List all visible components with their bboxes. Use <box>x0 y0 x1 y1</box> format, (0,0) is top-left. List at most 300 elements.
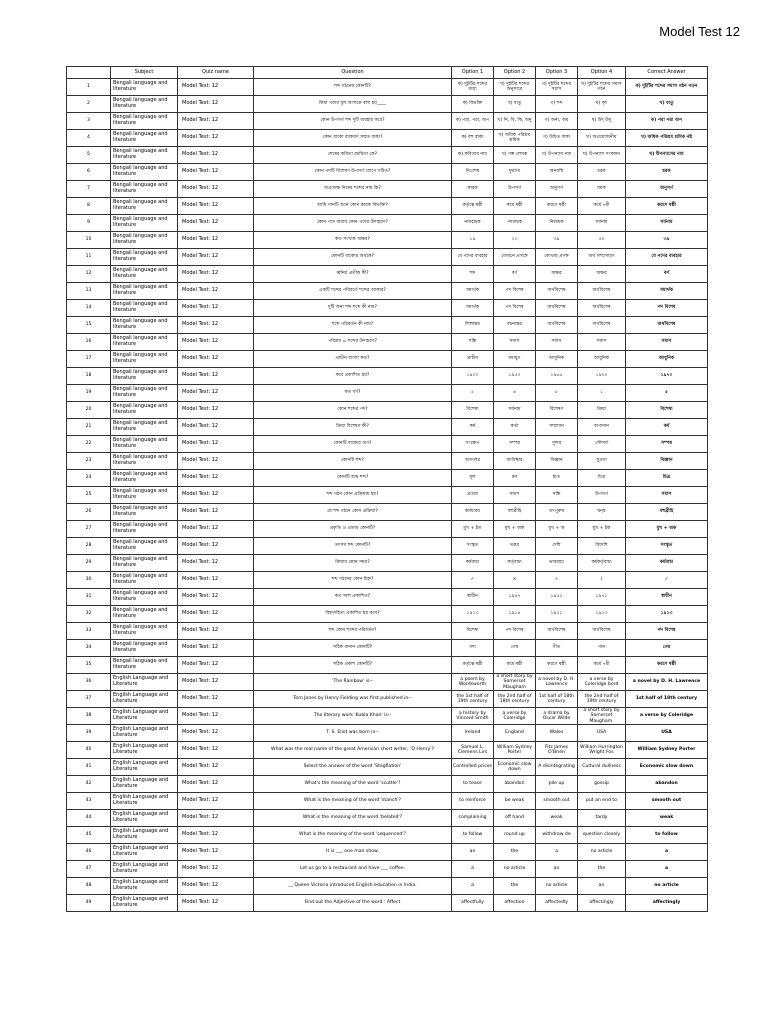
answer-cell: সর্বনাম <box>626 215 708 232</box>
subject-cell: Bengali language and literature <box>111 419 178 436</box>
option4-cell: question closely <box>578 827 626 844</box>
option4-cell: অর্থবিশেষ <box>578 283 626 300</box>
question-cell: What's the meaning of the word 'scuttle'? <box>254 776 452 793</box>
option1-cell: to reinforce <box>452 793 494 810</box>
question-cell: যে শব্দ গঠনে কোন প্রক্রিয়া? <box>254 504 452 521</box>
option1-cell: কারক <box>452 181 494 198</box>
option1-cell: to follow <box>452 827 494 844</box>
quiz-name-cell: Model Test: 12 <box>178 232 254 249</box>
option3-cell: A disintegrating <box>536 759 578 776</box>
answer-cell: সমার্থক <box>626 283 708 300</box>
answer-cell: ✓ <box>626 572 708 589</box>
option2-cell: × <box>494 572 536 589</box>
question-cell: শব্দ কোন শব্দের পরিবর্তন? <box>254 623 452 640</box>
option2-cell: সম্পন্ন <box>494 436 536 453</box>
question-cell: T. S. Eliot was born in-- <box>254 725 452 742</box>
option4-cell: সর্বনাম <box>578 215 626 232</box>
answer-cell: মুখ + অক <box>626 521 708 538</box>
quiz-name-cell: Model Test: 12 <box>178 164 254 181</box>
option2-cell: ৬ <box>494 385 536 402</box>
option2-cell: be weak <box>494 793 536 810</box>
question-cell: What is the meaning of the word 'stanch'? <box>254 793 452 810</box>
quiz-name-cell: Model Test: 12 <box>178 470 254 487</box>
row-number: 12 <box>67 266 111 283</box>
question-cell: What is the meaning of the word 'belated'? <box>254 810 452 827</box>
quiz-name-cell: Model Test: 12 <box>178 419 254 436</box>
table-row <box>67 402 708 419</box>
option1-cell: মুখ + ইত <box>452 521 494 538</box>
table-row <box>67 130 708 147</box>
quiz-name-cell: Model Test: 12 <box>178 300 254 317</box>
quiz-name-cell: Model Test: 12 <box>178 436 254 453</box>
option1-cell: প্রত্যয় <box>452 487 494 504</box>
row-number: 27 <box>67 521 111 538</box>
option1-cell: ক) বহু বাক্য <box>452 130 494 147</box>
row-number: 4 <box>67 130 111 147</box>
subject-cell: Bengali language and literature <box>111 198 178 215</box>
question-cell: দুটি অন্য শব্দ শব্দে কী নাম? <box>254 300 452 317</box>
option1-cell: ক) দুইটির শব্দের মধ্যে <box>452 79 494 96</box>
option4-cell: the <box>578 861 626 878</box>
option4-cell: affectingly <box>578 895 626 912</box>
table-row <box>67 113 708 130</box>
quiz-name-cell: Model Test: 12 <box>178 827 254 844</box>
row-number: 31 <box>67 589 111 606</box>
quiz-name-cell: Model Test: 12 <box>178 249 254 266</box>
subject-cell: Bengali language and literature <box>111 504 178 521</box>
quiz-name-cell: Model Test: 12 <box>178 130 254 147</box>
quiz-name-cell: Model Test: 12 <box>178 283 254 300</box>
subject-cell: English Language and Literature <box>111 827 178 844</box>
option2-cell: খ) ধাতু <box>494 96 536 113</box>
subject-cell: Bengali language and literature <box>111 317 178 334</box>
quiz-name-cell: Model Test: 12 <box>178 776 254 793</box>
quiz-name-cell: Model Test: 12 <box>178 96 254 113</box>
option4-cell: ঘ) উদ্ উদু <box>578 113 626 130</box>
row-number: 11 <box>67 249 111 266</box>
option3-cell: গ) শব্দ <box>536 96 578 113</box>
option3-cell: অনুসর্গ <box>536 181 578 198</box>
page-title: Model Test 12 <box>659 24 740 39</box>
row-number: 23 <box>67 453 111 470</box>
option4-cell: tardy <box>578 810 626 827</box>
quiz-name-cell: Model Test: 12 <box>178 759 254 776</box>
option3-cell: গ) উপন্যাস নাম <box>536 147 578 164</box>
question-cell: একটি শব্দের পরিবর্তে শব্দের আকার? <box>254 283 452 300</box>
answer-cell: সমাস <box>626 334 708 351</box>
option4-cell: no article <box>578 844 626 861</box>
row-number: 33 <box>67 623 111 640</box>
question-table <box>66 66 708 912</box>
option3-cell: ১৯৬৫ <box>536 368 578 385</box>
option1-cell: নামবাচক <box>452 215 494 232</box>
question-cell: প্রাচীন বাংলা কত? <box>254 351 452 368</box>
option4-cell: যমক <box>578 181 626 198</box>
option1-cell: ক) বিভক্তি <box>452 96 494 113</box>
option1-cell: ৫ <box>452 385 494 402</box>
subject-cell: Bengali language and literature <box>111 453 178 470</box>
option3-cell: ৩৯ <box>536 232 578 249</box>
question-cell: অপ্রত্যক্ষ নিষেধ শব্দের নাম কি? <box>254 181 452 198</box>
table-row <box>67 725 708 742</box>
option1-cell: যে পদের ব্যবহার <box>452 249 494 266</box>
table-row <box>67 249 708 266</box>
quiz-name-cell: Model Test: 12 <box>178 453 254 470</box>
option2-cell: কর্মে ষষ্ঠী <box>494 198 536 215</box>
row-number: 22 <box>67 436 111 453</box>
table-row <box>67 776 708 793</box>
row-number: 44 <box>67 810 111 827</box>
subject-cell: English Language and Literature <box>111 810 178 827</box>
option1-cell: ✓ <box>452 572 494 589</box>
table-row <box>67 844 708 861</box>
answer-cell: a <box>626 861 708 878</box>
option4-cell: ঘ) উপন্যাস সংকলন <box>578 147 626 164</box>
option3-cell: সম্প্রদান <box>536 419 578 436</box>
question-cell: শব্দে পরিবর্তন কী নাম? <box>254 317 452 334</box>
row-number: 3 <box>67 113 111 130</box>
option1-cell: স্বাধীন <box>452 589 494 606</box>
option1-cell: মূল <box>452 470 494 487</box>
option3-cell: অর্থবিশেষ <box>536 283 578 300</box>
option4-cell: কর্মে ৭মী <box>578 198 626 215</box>
question-cell: It is ___ one man show. <box>254 844 452 861</box>
row-number: 46 <box>67 844 111 861</box>
table-row <box>67 589 708 606</box>
option1-cell: Ireland <box>452 725 494 742</box>
option2-cell: England <box>494 725 536 742</box>
answer-cell: বর্ণ <box>626 266 708 283</box>
quiz-name-cell: Model Test: 12 <box>178 895 254 912</box>
row-number: 42 <box>67 776 111 793</box>
option2-cell: কর্তা <box>494 419 536 436</box>
option3-cell: Fitz James O'Brien <box>536 742 578 759</box>
header-cell-quiz: Quiz name <box>178 67 254 79</box>
option1-cell: কর্মবাচ্য <box>452 555 494 572</box>
option2-cell: দুর্ভাগ্য <box>494 164 536 181</box>
answer-cell: weak <box>626 810 708 827</box>
option2-cell: তদ্ভব <box>494 538 536 555</box>
answer-cell: চিত্র <box>626 470 708 487</box>
option3-cell: অক্ষর <box>536 266 578 283</box>
quiz-name-cell: Model Test: 12 <box>178 861 254 878</box>
table-row <box>67 334 708 351</box>
question-cell: কত সাল প্রকাশিত? <box>254 589 452 606</box>
table-row <box>67 470 708 487</box>
option1-cell: Controlled prices <box>452 759 494 776</box>
answer-cell: বিশেষ্য <box>626 402 708 419</box>
row-number: 37 <box>67 691 111 708</box>
option4-cell: / <box>578 572 626 589</box>
subject-cell: English Language and Literature <box>111 674 178 691</box>
option1-cell: সমার্থক <box>452 300 494 317</box>
option4-cell: আধুনিক <box>578 351 626 368</box>
subject-cell: Bengali language and literature <box>111 334 178 351</box>
question-cell: শব্দ গঠনের কোন চিহ্ন? <box>254 572 452 589</box>
option3-cell: সুন্দর <box>536 436 578 453</box>
quiz-name-cell: Model Test: 12 <box>178 368 254 385</box>
option3-cell: ১৯৫২ <box>536 589 578 606</box>
table-row <box>67 810 708 827</box>
option2-cell: affection <box>494 895 536 912</box>
option3-cell: বিশেষণ <box>536 402 578 419</box>
subject-cell: Bengali language and literature <box>111 266 178 283</box>
subject-cell: Bengali language and literature <box>111 589 178 606</box>
subject-cell: Bengali language and literature <box>111 351 178 368</box>
subject-cell: Bengali language and literature <box>111 436 178 453</box>
answer-cell: ১৯৭০ <box>626 368 708 385</box>
option2-cell: মধ্যযুগ <box>494 351 536 368</box>
option4-cell: an <box>578 878 626 895</box>
option1-cell: কর্তৃত্বে ষষ্ঠী <box>452 657 494 674</box>
option3-cell: করণে ষষ্ঠী <box>536 198 578 215</box>
option3-cell: smooth out <box>536 793 578 810</box>
question-cell: Find out the Adjective of the word : Affect <box>254 895 452 912</box>
option4-cell: কর্মে ৭মী <box>578 657 626 674</box>
subject-cell: Bengali language and literature <box>111 283 178 300</box>
option4-cell: মুখ + ইক <box>578 521 626 538</box>
option1-cell: a <box>452 878 494 895</box>
question-cell: The literary work 'Kubla Khan' is-- <box>254 708 452 725</box>
quiz-name-cell: Model Test: 12 <box>178 317 254 334</box>
question-cell: What was the real name of the great American short writer, 'O Henry'? <box>254 742 452 759</box>
quiz-name-cell: Model Test: 12 <box>178 521 254 538</box>
question-cell: Select the answer of the word 'Stagflation' <box>254 759 452 776</box>
subject-cell: Bengali language and literature <box>111 555 178 572</box>
subject-cell: Bengali language and literature <box>111 640 178 657</box>
option4-cell: ৫০ <box>578 232 626 249</box>
option2-cell: ২১ <box>494 232 536 249</box>
subject-cell: English Language and Literature <box>111 691 178 708</box>
answer-cell: ৩৯ <box>626 232 708 249</box>
answer-cell: স্বাধীন <box>626 589 708 606</box>
subject-cell: Bengali language and literature <box>111 249 178 266</box>
header-cell-subject: Subject <box>111 67 178 79</box>
option1-cell: অসংলগ্ন <box>452 453 494 470</box>
option2-cell: সর্বনাম <box>494 402 536 419</box>
option3-cell: বিজ্ঞান <box>536 453 578 470</box>
option1-cell: to tease <box>452 776 494 793</box>
option1-cell: বিশেষ্য <box>452 402 494 419</box>
option4-cell: অর্থবিশেষ <box>578 300 626 317</box>
option3-cell: করণে ষষ্ঠী <box>536 657 578 674</box>
option4-cell: সমাস <box>578 334 626 351</box>
subject-cell: English Language and Literature <box>111 759 178 776</box>
option4-cell: অপাদান <box>578 419 626 436</box>
option4-cell: ১৯৭০ <box>578 368 626 385</box>
question-cell: শেষের কবিতা রচয়িতা কে? <box>254 147 452 164</box>
option2-cell: মুখ + অক <box>494 521 536 538</box>
row-number: 45 <box>67 827 111 844</box>
question-cell: কোন পদটি বিশেষণ উপসর্গ যোগে গঠিত? <box>254 164 452 181</box>
option4-cell: ঘ) দুইটির শব্দের সমাস গঠন <box>578 79 626 96</box>
table-row <box>67 436 708 453</box>
option2-cell: খ) দুইটির শব্দের অনুসারে <box>494 79 536 96</box>
table-row <box>67 368 708 385</box>
question-cell: সঠিক প্রকাশ কোনটি? <box>254 657 452 674</box>
table-row <box>67 708 708 725</box>
subject-cell: Bengali language and literature <box>111 606 178 623</box>
subject-cell: Bengali language and literature <box>111 164 178 181</box>
row-number: 49 <box>67 895 111 912</box>
answer-cell: সম্পন্ন <box>626 436 708 453</box>
question-cell: Let us go to a restaurant and have ___ coffee. <box>254 861 452 878</box>
subject-cell: Bengali language and literature <box>111 402 178 419</box>
option3-cell: দেশি <box>536 538 578 555</box>
answer-cell: Economic slow down <box>626 759 708 776</box>
row-number: 30 <box>67 572 111 589</box>
option2-cell: বর্ণ <box>494 266 536 283</box>
option3-cell: নিষেধক <box>536 215 578 232</box>
quiz-name-cell: Model Test: 12 <box>178 572 254 589</box>
option1-cell: a history by Vincent Smith <box>452 708 494 725</box>
answer-cell: অর্থবিশেষ <box>626 317 708 334</box>
table-row <box>67 351 708 368</box>
answer-cell: William Sydney Porter <box>626 742 708 759</box>
option1-cell: বিশেষ্য <box>452 623 494 640</box>
option3-cell: a drama by Oscar Wilde <box>536 708 578 725</box>
option2-cell: বচনান্তর <box>494 317 536 334</box>
option4-cell: ১ <box>578 385 626 402</box>
answer-cell: ৫ <box>626 385 708 402</box>
question-cell: ক্রিয়া বিশেষণ কী? <box>254 419 452 436</box>
option3-cell: অর্থবিশেষ <box>536 623 578 640</box>
option3-cell: অর্থবিশেষ <box>536 317 578 334</box>
table-row <box>67 385 708 402</box>
answer-cell: no article <box>626 878 708 895</box>
header-cell-option3: Option 3 <box>536 67 578 79</box>
table-row <box>67 793 708 810</box>
subject-cell: English Language and Literature <box>111 878 178 895</box>
table-row <box>67 215 708 232</box>
quiz-name-cell: Model Test: 12 <box>178 266 254 283</box>
subject-cell: English Language and Literature <box>111 844 178 861</box>
option2-cell: William Sydney Porter <box>494 742 536 759</box>
row-number: 20 <box>67 402 111 419</box>
row-number: 13 <box>67 283 111 300</box>
subject-cell: English Language and Literature <box>111 725 178 742</box>
option3-cell: অর্থবিশেষ <box>536 300 578 317</box>
header-cell-answer: Correct Answer <box>626 67 708 79</box>
option2-cell: Economic slow down <box>494 759 536 776</box>
row-number: 9 <box>67 215 111 232</box>
option1-cell: গদ্য <box>452 640 494 657</box>
row-number: 14 <box>67 300 111 317</box>
question-cell: কোনটি বাক্যের গুণ? <box>254 436 452 453</box>
question-cell: বিশ্বসাহিত্য প্রকাশিত হয় কবে? <box>254 606 452 623</box>
table-row <box>67 538 708 555</box>
option2-cell: ১৯৪৭ <box>494 589 536 606</box>
option4-cell: বিদেশি <box>578 538 626 555</box>
option4-cell: দ্বন্দ্ব <box>578 504 626 521</box>
option3-cell: an <box>536 861 578 878</box>
option3-cell: pile up <box>536 776 578 793</box>
quiz-name-cell: Model Test: 12 <box>178 79 254 96</box>
table-body <box>67 79 708 912</box>
option1-cell: ক) পরা, পরা, অপ <box>452 113 494 130</box>
row-number: 5 <box>67 147 111 164</box>
subject-cell: Bengali language and literature <box>111 147 178 164</box>
question-cell: ক্রিয়ার কোন সময়? <box>254 555 452 572</box>
option2-cell: ১৯৫০ <box>494 368 536 385</box>
option2-cell: পদ বিশেষ <box>494 623 536 640</box>
table-row <box>67 623 708 640</box>
row-number: 21 <box>67 419 111 436</box>
row-number: 10 <box>67 232 111 249</box>
table-row <box>67 266 708 283</box>
option3-cell: Wales <box>536 725 578 742</box>
quiz-name-cell: Model Test: 12 <box>178 657 254 674</box>
option4-cell: উপসর্গ <box>578 487 626 504</box>
option3-cell: ÷ <box>536 572 578 589</box>
option2-cell: no article <box>494 861 536 878</box>
question-cell: কত সংখ্যক অক্ষর? <box>254 232 452 249</box>
option3-cell: আধুনিক <box>536 351 578 368</box>
option2-cell: the <box>494 878 536 895</box>
option2-cell: off hand <box>494 810 536 827</box>
answer-cell: পদ বিশেষ <box>626 623 708 640</box>
option4-cell: a verse by Coleridge bord <box>578 674 626 691</box>
answer-cell: ক) দুইটির শব্দের সমাস গঠন পড়ন <box>626 79 708 96</box>
option4-cell: ঘ) কৃৎ <box>578 96 626 113</box>
question-cell: তৎসম শব্দ কোনটি? <box>254 538 452 555</box>
table-row <box>67 640 708 657</box>
option3-cell: weak <box>536 810 578 827</box>
option4-cell: put an end to <box>578 793 626 810</box>
option4-cell: অর্থবিশেষ <box>578 623 626 640</box>
quiz-name-cell: Model Test: 12 <box>178 742 254 759</box>
option3-cell: সমাস <box>536 334 578 351</box>
option3-cell: ৮ <box>536 385 578 402</box>
subject-cell: Bengali language and literature <box>111 657 178 674</box>
table-row <box>67 895 708 912</box>
option4-cell: ১৯৭১ <box>578 589 626 606</box>
option3-cell: ভাববাচ্য <box>536 555 578 572</box>
question-cell: শব্দ গঠনের কোনটি? <box>254 79 452 96</box>
question-cell: কোনটি বাক্যের অর্থকে? <box>254 249 452 266</box>
answer-cell: ১৯১৩ <box>626 606 708 623</box>
row-number: 25 <box>67 487 111 504</box>
question-cell: Tom Jones by Henry Fielding was first published in-- <box>254 691 452 708</box>
row-number: 36 <box>67 674 111 691</box>
option4-cell: সুপ্রাণ <box>578 453 626 470</box>
row-number: 1 <box>67 79 111 96</box>
option3-cell: গীত <box>536 640 578 657</box>
subject-cell: Bengali language and literature <box>111 300 178 317</box>
question-cell: কবে প্রকাশিত হয়? <box>254 368 452 385</box>
answer-cell: ঘ) উপন্যাসের নাম <box>626 147 708 164</box>
option2-cell: ১৯১৪ <box>494 606 536 623</box>
option1-cell: সংক্ষেপ <box>452 436 494 453</box>
option1-cell: কর্ম <box>452 419 494 436</box>
option4-cell: কর্মকর্তৃবাচ্য <box>578 555 626 572</box>
table-row <box>67 232 708 249</box>
option2-cell: উপসর্গ <box>494 181 536 198</box>
quiz-name-cell: Model Test: 12 <box>178 487 254 504</box>
table-row <box>67 164 708 181</box>
question-cell: কোন উপসর্গ শব্দ দুটি ব্যবহার করে? <box>254 113 452 130</box>
row-number: 38 <box>67 708 111 725</box>
option1-cell: ১৯০০ <box>452 368 494 385</box>
option1-cell: সংস্কৃত <box>452 538 494 555</box>
option1-cell: কর্তৃত্বে ষষ্ঠী <box>452 198 494 215</box>
option1-cell: প্রাচীন <box>452 351 494 368</box>
quiz-name-cell: Model Test: 12 <box>178 385 254 402</box>
table-row <box>67 742 708 759</box>
table-row <box>67 691 708 708</box>
option2-cell: যেখানে প্রসঙ্গে <box>494 249 536 266</box>
table-row <box>67 572 708 589</box>
